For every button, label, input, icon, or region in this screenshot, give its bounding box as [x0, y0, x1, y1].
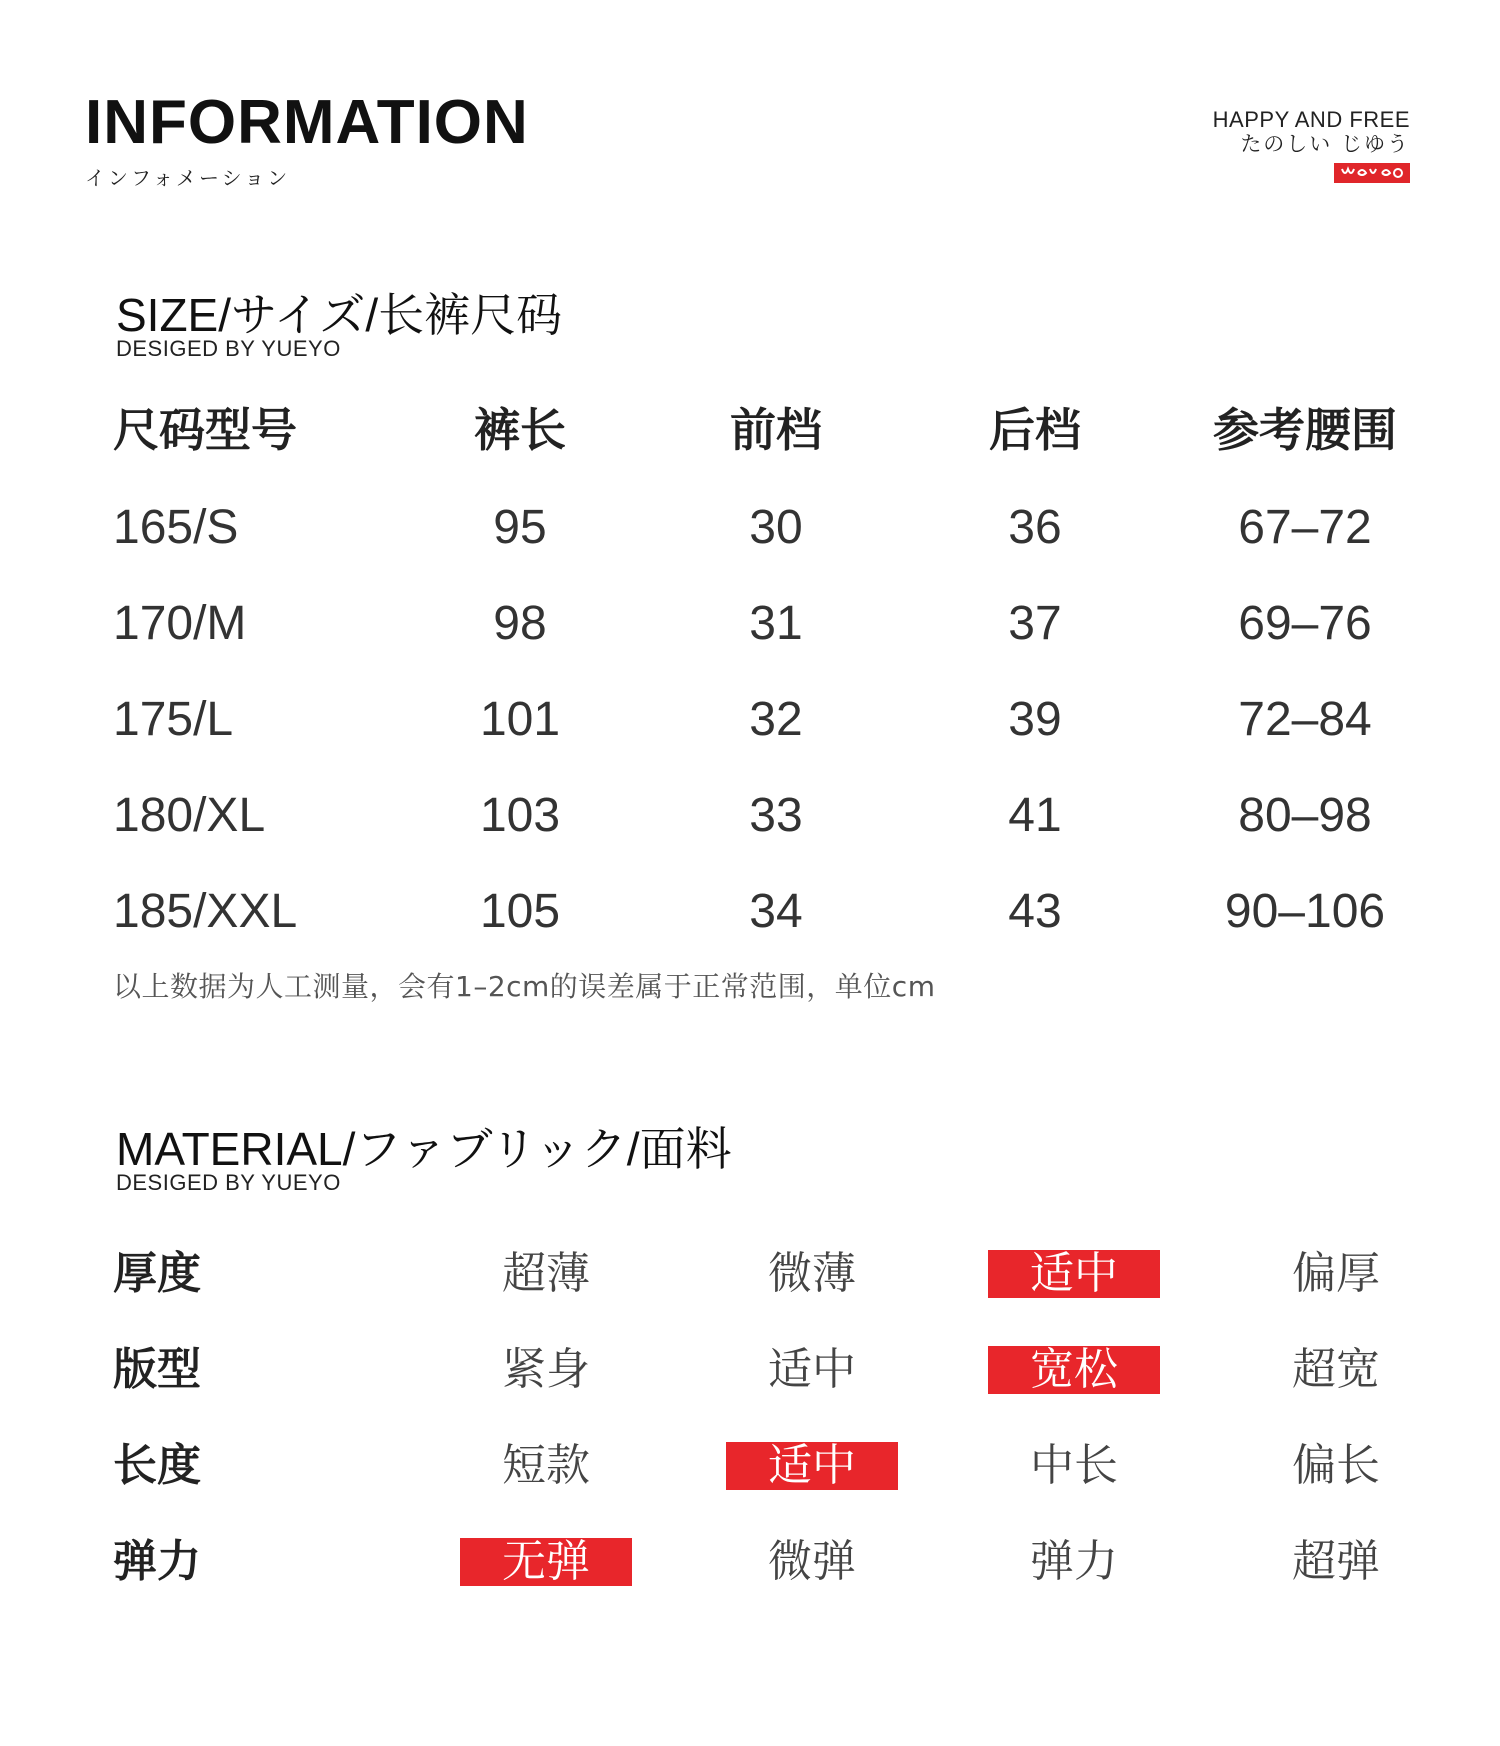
brand-block — [1090, 108, 1410, 187]
material-option: 紧身 — [502, 1344, 590, 1395]
material-section-credit: DESIGED BY YUEYO — [116, 1170, 341, 1195]
back-rise-cell: 37 — [1008, 597, 1062, 650]
material-section-title: MATERIAL/ファブリック/面料 — [116, 1123, 732, 1175]
size-cell: 185/XXL — [113, 885, 298, 938]
material-row — [0, 1246, 1500, 1302]
material-option: 微薄 — [768, 1248, 856, 1299]
table-row — [0, 882, 1500, 942]
waist-cell: 80–98 — [1238, 789, 1372, 842]
measurement-note: 以上数据为人工测量，会有1–2cm的误差属于正常范围，单位cm — [113, 970, 936, 1003]
length-cell: 105 — [479, 885, 561, 938]
material-option: 微弹 — [768, 1536, 856, 1587]
material-label: 厚度 — [113, 1248, 201, 1299]
material-option-selected: 宽松 — [988, 1346, 1160, 1394]
material-option: 适中 — [768, 1344, 856, 1395]
size-cell: 180/XL — [113, 789, 266, 842]
material-label: 弹力 — [113, 1536, 201, 1587]
table-row — [0, 786, 1500, 846]
header-size: 尺码型号 — [113, 403, 297, 457]
front-rise-cell: 33 — [749, 789, 803, 842]
size-cell: 175/L — [113, 693, 234, 746]
page-subtitle: インフォメーション — [85, 166, 291, 190]
material-label: 版型 — [113, 1344, 201, 1395]
front-rise-cell: 34 — [749, 885, 803, 938]
back-rise-cell: 36 — [1008, 501, 1062, 554]
front-rise-cell: 31 — [749, 597, 803, 650]
material-option: 弹力 — [1030, 1536, 1118, 1587]
size-section-credit: DESIGED BY YUEYO — [116, 336, 341, 361]
size-cell: 170/M — [113, 597, 247, 650]
size-section-title: SIZE/サイズ/长裤尺码 — [116, 289, 563, 341]
material-option: 偏长 — [1292, 1440, 1380, 1491]
front-rise-cell: 32 — [749, 693, 803, 746]
length-cell: 98 — [493, 597, 547, 650]
material-option: 短款 — [502, 1440, 590, 1491]
back-rise-cell: 41 — [1008, 789, 1062, 842]
material-option-selected: 适中 — [988, 1250, 1160, 1298]
header-back-rise: 后档 — [989, 403, 1081, 457]
back-rise-cell: 39 — [1008, 693, 1062, 746]
size-cell: 165/S — [113, 501, 239, 554]
header-length: 裤长 — [474, 403, 566, 457]
material-row — [0, 1534, 1500, 1590]
material-label: 长度 — [113, 1440, 201, 1491]
size-table-header — [0, 400, 1500, 460]
material-option: 超弹 — [1292, 1536, 1380, 1587]
table-row — [0, 594, 1500, 654]
material-option: 中长 — [1030, 1440, 1118, 1491]
material-row — [0, 1438, 1500, 1494]
length-cell: 101 — [479, 693, 561, 746]
material-option: 偏厚 — [1292, 1248, 1380, 1299]
front-rise-cell: 30 — [749, 501, 803, 554]
brand-logo-icon — [1334, 163, 1410, 183]
back-rise-cell: 43 — [1008, 885, 1062, 938]
material-option-selected: 适中 — [726, 1442, 898, 1490]
waist-cell: 72–84 — [1238, 693, 1372, 746]
header-waist: 参考腰围 — [1213, 403, 1397, 457]
waist-cell: 67–72 — [1238, 501, 1372, 554]
table-row — [0, 690, 1500, 750]
page-title: INFORMATION — [85, 88, 529, 157]
brand-slogan-jp: たのしい じゆう — [1240, 132, 1410, 157]
length-cell: 95 — [493, 501, 547, 554]
length-cell: 103 — [479, 789, 561, 842]
material-option: 超宽 — [1292, 1344, 1380, 1395]
waist-cell: 90–106 — [1224, 885, 1386, 938]
brand-slogan: HAPPY AND FREE — [1212, 107, 1410, 132]
material-row — [0, 1342, 1500, 1398]
header-front-rise: 前档 — [730, 403, 822, 457]
material-option: 超薄 — [502, 1248, 590, 1299]
table-row — [0, 498, 1500, 558]
waist-cell: 69–76 — [1238, 597, 1372, 650]
material-option-selected: 无弹 — [460, 1538, 632, 1586]
